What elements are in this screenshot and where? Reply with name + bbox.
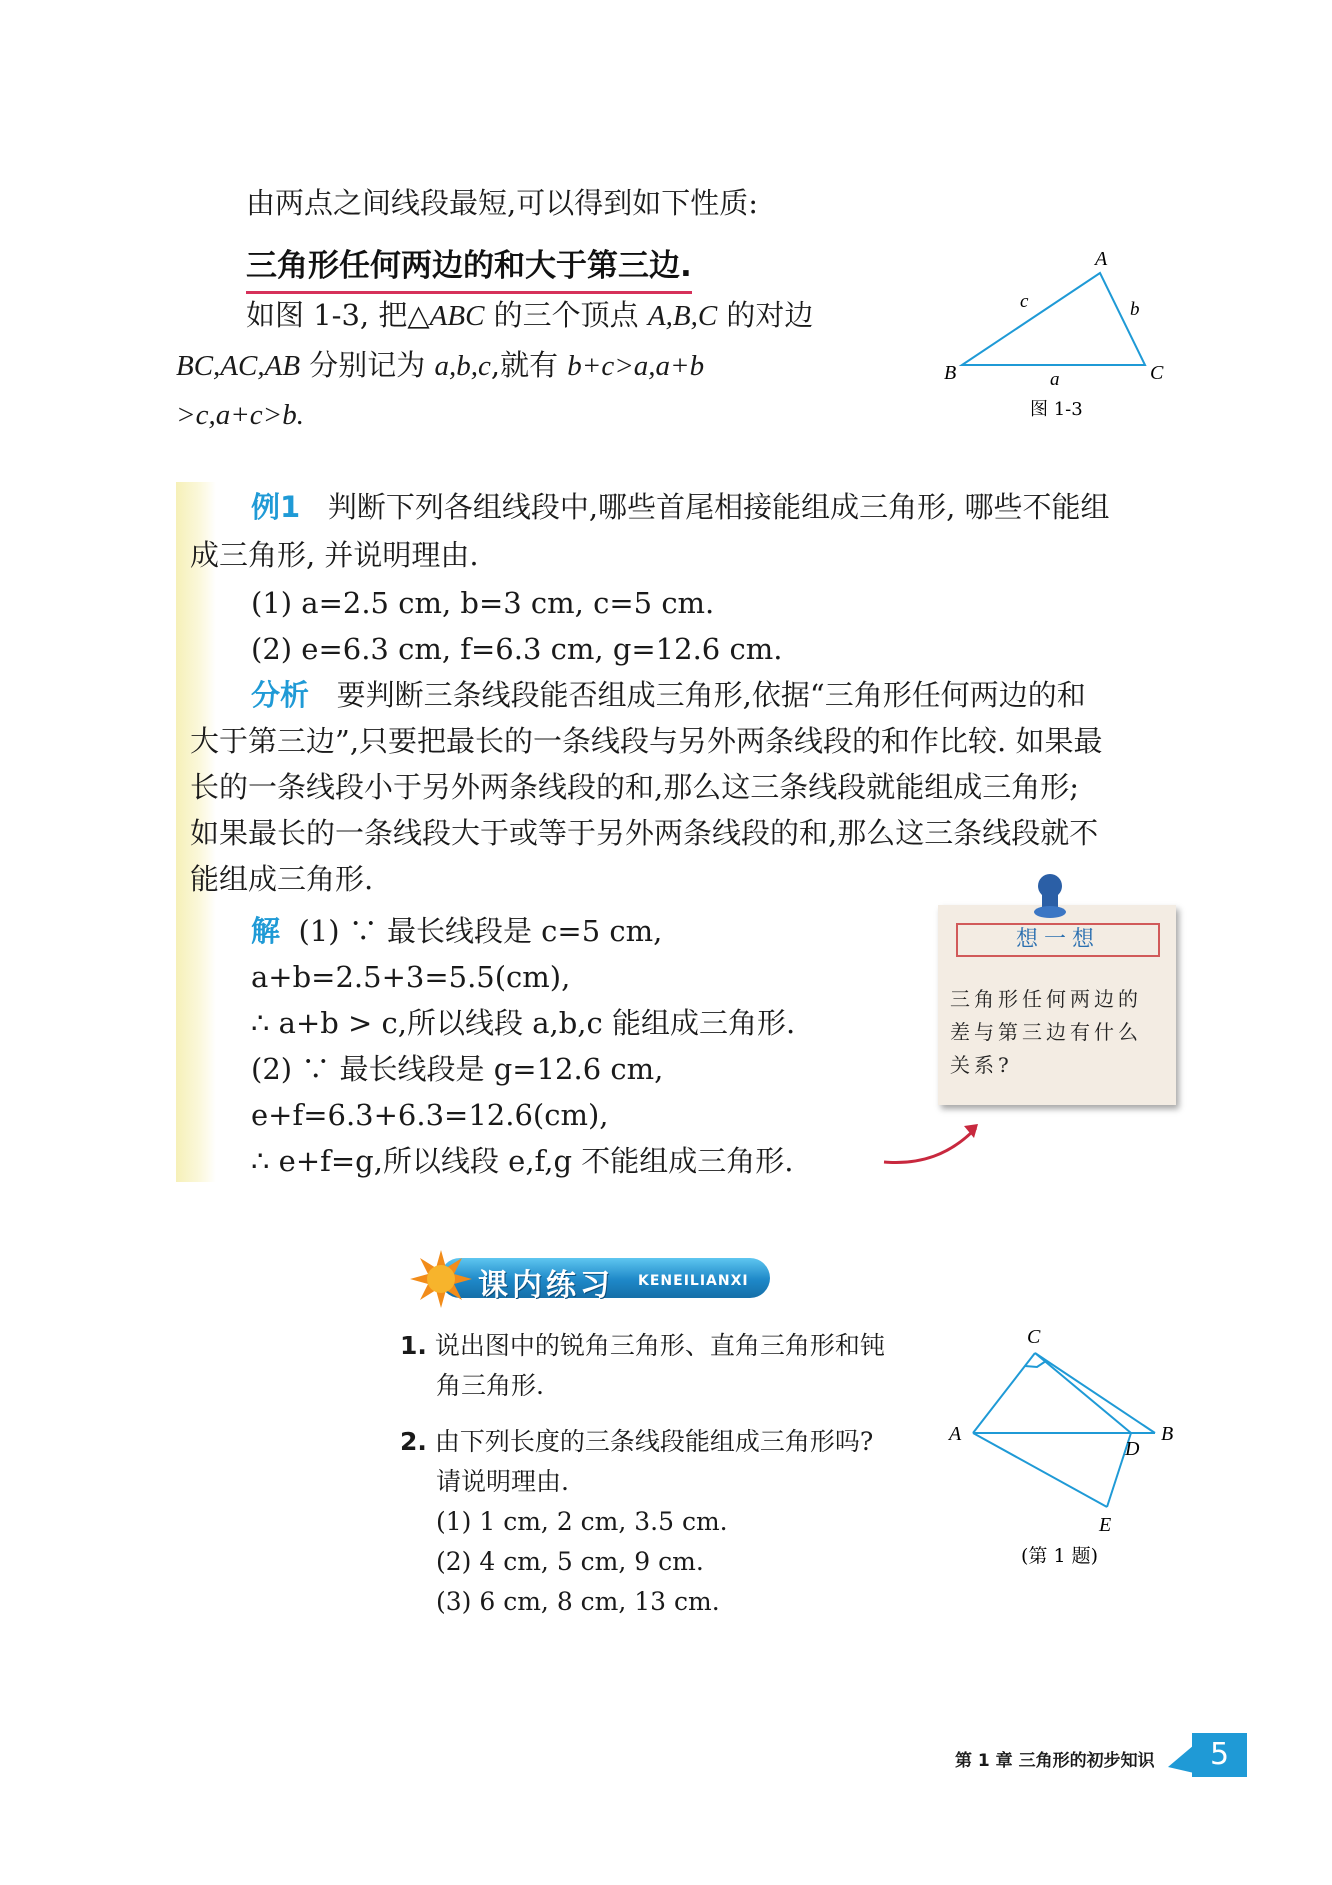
exercise-2-option-3: (3) 6 cm, 8 cm, 13 cm. [436,1587,720,1616]
solution-label: 解 [251,914,281,948]
solution-text: (1) ∵ 最长线段是 c=5 cm, [298,914,663,948]
vertex-a-label: A [1095,248,1108,270]
vertex-b-label: B [944,362,957,384]
figure-exercise-1 [945,1325,1195,1580]
note-body: 三角形任何两边的差与第三边有什么关系? [950,987,1142,1077]
para-vertices: A,B,C [647,300,718,332]
para-text: ,就有 [490,348,568,382]
pushpin-icon [1030,872,1070,932]
figure-1-3 [940,245,1180,420]
exercise-2-option-1: (1) 1 cm, 2 cm, 3.5 cm. [436,1507,728,1536]
para-triangle-name: ABC [429,300,485,332]
segment-cd [1035,1353,1131,1433]
side-c-label: c [1020,291,1029,312]
para-sides: BC,AC,AB [176,350,301,382]
figure-caption: 图 1-3 [1030,399,1083,420]
banner-title: 课内练习 [478,1268,614,1303]
para-text: 如图 1-3, 把△ [246,298,430,332]
vertex-c-label: C [1027,1326,1041,1348]
para-text: 的对边 [717,298,814,332]
solution-line-2: a+b=2.5+3=5.5(cm), [251,960,571,994]
solution-line-6: ∴ e+f=g,所以线段 e,f,g 不能组成三角形. [251,1144,794,1178]
exercise-banner [410,1248,770,1310]
para-inequality: b+c>a,a+b [567,350,705,382]
para-text: 分别记为 [300,348,435,382]
segment-ae [973,1433,1107,1507]
segment-ac [973,1353,1035,1433]
para-line-2 [176,342,704,389]
think-note [938,905,1176,1105]
page-number: 5 [1192,1733,1247,1777]
vertex-a-label: A [949,1423,962,1445]
example-item-2: (2) e=6.3 cm, f=6.3 cm, g=12.6 cm. [251,632,783,666]
example-label: 例1 [251,490,301,524]
chapter-footer: 第 1 章 三角形的初步知识 [955,1751,1155,1771]
vertex-b-label: B [1161,1423,1174,1445]
solution-line-5: e+f=6.3+6.3=12.6(cm), [251,1098,609,1132]
figure-caption: (第 1 题) [1021,1545,1098,1567]
para-line-1 [246,292,813,339]
solution-line-3: ∴ a+b > c,所以线段 a,b,c 能组成三角形. [251,1006,796,1040]
analysis-line-1 [251,672,1086,718]
sun-badge-icon [410,1248,472,1310]
vertex-e-label: E [1099,1514,1112,1536]
exercise-1-line-2: 角三角形. [436,1371,544,1400]
para-text: 的三个顶点 [484,298,648,332]
analysis-text: 要判断三条线段能否组成三角形,依据“三角形任何两边的和 [336,678,1086,712]
para-side-vars: a,b,c [434,350,491,382]
example-line-2: 成三角形, 并说明理由. [190,538,479,572]
side-a-label: a [1050,369,1060,390]
analysis-label: 分析 [251,678,310,712]
solution-line-1 [251,908,662,954]
exercise-2-line-2: 请说明理由. [436,1467,569,1496]
analysis-line-5: 能组成三角形. [190,862,374,896]
example-line-1 [251,484,1110,530]
analysis-line-3: 长的一条线段小于另外两条线段的和,那么这三条线段就能组成三角形; [190,770,1079,804]
analysis-line-2: 大于第三边”,只要把最长的一条线段与另外两条线段的和作比较. 如果最 [190,724,1103,758]
side-b-label: b [1130,299,1140,320]
triangle-abc [962,273,1145,365]
segment-cb [1035,1353,1155,1433]
analysis-line-4: 如果最长的一条线段大于或等于另外两条线段的和,那么这三条线段就不 [190,816,1099,850]
example-text: 判断下列各组线段中,哪些首尾相接能组成三角形, 哪些不能组 [327,490,1110,524]
para-line-3: >c,a+c>b. [176,399,304,431]
exercise-1-number: 1. [400,1331,427,1360]
page-tab-icon [1168,1745,1194,1773]
example-item-1: (1) a=2.5 cm, b=3 cm, c=5 cm. [251,586,715,620]
exercise-1-line-1 [400,1326,885,1366]
banner-subtitle: KENEILIANXI [638,1273,749,1289]
exercise-2-line-1 [400,1422,873,1462]
vertex-d-label: D [1125,1438,1140,1460]
intro-line: 由两点之间线段最短,可以得到如下性质: [246,186,758,220]
exercise-1-text: 说出图中的锐角三角形、直角三角形和钝 [434,1331,885,1360]
red-arrow-icon [880,1110,990,1170]
exercise-2-number: 2. [400,1427,427,1456]
note-title: 想一想 [956,923,1160,957]
vertex-c-label: C [1150,362,1164,384]
solution-line-4: (2) ∵ 最长线段是 g=12.6 cm, [251,1052,664,1086]
exercise-2-text: 由下列长度的三条线段能组成三角形吗? [434,1427,874,1456]
triangle-inequality-property: 三角形任何两边的和大于第三边. [246,240,692,294]
exercise-2-option-2: (2) 4 cm, 5 cm, 9 cm. [436,1547,704,1576]
